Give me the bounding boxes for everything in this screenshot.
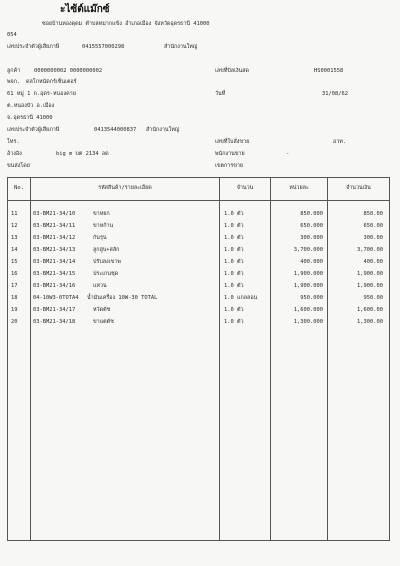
row-code: 03-BM21-34/15	[33, 271, 76, 277]
row-code: 04-10W3-0TOTA4	[33, 295, 79, 301]
company-tax-label: เลขประจำตัวผู้เสียภาษี	[7, 44, 60, 50]
customer-name: ดลโกหนัดกร์เซ็นเตอร์	[26, 79, 77, 85]
col-divider-4	[327, 177, 328, 541]
row-qty: 1.0 ตัว	[224, 319, 244, 325]
bill-no-label: เลขที่บิลเงินสด	[215, 68, 250, 74]
row-amount: 3,700.00	[357, 247, 383, 253]
row-code: 03-BM21-34/16	[33, 283, 76, 289]
row-qty: 1.0 ตัว	[224, 283, 244, 289]
row-code: 03-BM21-34/14	[33, 259, 76, 265]
header-item: รหัสสินค้า/รายละเอียด	[98, 185, 152, 191]
row-desc: ประเกนชุด	[93, 271, 119, 277]
row-no: 20	[11, 319, 18, 325]
col-divider-2	[219, 177, 220, 541]
company-address: ซอยบ้านหองดุดม ตำบลหมากแข้ง อำเภอเมือง จังหวัดอุดรธานี 41000	[42, 21, 210, 27]
company-name: ะไซ้ต์แม๊กซ์	[60, 4, 110, 15]
company-address-cont: 054	[7, 32, 17, 38]
table-top-border	[7, 177, 390, 178]
salesman-label: พนักงานขาย	[215, 151, 245, 157]
row-qty: 1.0 ตัว	[224, 247, 244, 253]
row-price: 400.000	[300, 259, 323, 265]
company-branch: สำนักงานใหญ่	[164, 44, 198, 50]
table-left-border	[7, 177, 8, 541]
row-qty: 1.0 แกลลอน	[224, 295, 258, 301]
row-qty: 1.0 ตัว	[224, 271, 244, 277]
row-price: 1,900.000	[293, 271, 323, 277]
row-desc: ปรับลงเขาพ	[93, 259, 121, 265]
customer-ref-label: อ้างอิง	[7, 151, 22, 157]
order-no-label: เลขที่ใบสั่งขาย	[215, 139, 250, 145]
row-qty: 1.0 ตัว	[224, 259, 244, 265]
row-no: 18	[11, 295, 18, 301]
row-desc: ขาหยก	[93, 211, 110, 217]
row-code: 03-BM21-34/17	[33, 307, 76, 313]
row-amount: 1,300.00	[357, 319, 383, 325]
row-desc: กันรุน	[93, 235, 107, 241]
customer-shipping-label: ขนส่งโดย	[7, 163, 30, 169]
row-amount: 1,900.00	[357, 271, 383, 277]
customer-name-prefix: พจก.	[7, 79, 21, 85]
bill-no: HS0001558	[314, 68, 344, 74]
row-code: 03-BM21-34/10	[33, 211, 76, 217]
row-no: 19	[11, 307, 18, 313]
row-qty: 1.0 ตัว	[224, 211, 244, 217]
row-no: 16	[11, 271, 18, 277]
customer-tax-label: เลขประจำตัวผู้เสียภาษี	[7, 127, 60, 133]
table-header-border	[7, 200, 390, 201]
header-no: No.	[14, 185, 24, 191]
row-amount: 1,900.00	[357, 283, 383, 289]
row-desc: ลูกสูบ+สลัก	[93, 247, 120, 253]
row-amount: 950.00	[363, 295, 383, 301]
customer-code-label: ลูกค้า	[7, 68, 21, 74]
row-price: 950.000	[300, 295, 323, 301]
row-price: 1,900.000	[293, 283, 323, 289]
row-code: 03-BM21-34/12	[33, 235, 76, 241]
header-price: หน่วยละ	[289, 185, 309, 191]
customer-code: 0000000002 0000000002	[34, 68, 103, 74]
customer-address-2: ต.หนองบัว อ.เมือง	[7, 103, 55, 109]
row-no: 12	[11, 223, 18, 229]
row-desc: หวัดตัช	[93, 307, 111, 313]
customer-tax-branch: สำนักงานใหญ่	[146, 127, 180, 133]
row-code: 03-BM21-34/11	[33, 223, 76, 229]
row-desc: ขาแตตัช	[93, 319, 114, 325]
row-price: 1,300.000	[293, 319, 323, 325]
customer-address-1: 61 หมู่ 1 ถ.อุดร-หนองคาย	[7, 91, 76, 97]
col-divider-1	[30, 177, 31, 541]
row-amount: 650.00	[363, 223, 383, 229]
col-divider-3	[270, 177, 271, 541]
header-amount: จำนวนเงิน	[346, 185, 371, 191]
row-amount: 850.00	[363, 211, 383, 217]
salesman: -	[286, 151, 290, 157]
row-amount: 300.00	[363, 235, 383, 241]
customer-address-3: จ.อุดรธานี 41000	[7, 115, 53, 121]
row-desc: แหวน	[93, 283, 107, 289]
row-price: 850.000	[300, 211, 323, 217]
customer-tax-id: 0413544000837	[94, 127, 137, 133]
row-price: 300.000	[300, 235, 323, 241]
doc-date: 31/08/62	[322, 91, 348, 97]
row-code: 03-BM21-34/18	[33, 319, 76, 325]
row-price: 3,700.000	[293, 247, 323, 253]
customer-ref-value: big m บต 2134 อด	[56, 151, 109, 157]
customer-phone-label: โทร.	[7, 139, 20, 145]
row-code: 03-BM21-34/13	[33, 247, 76, 253]
row-desc: ขาหก้าน	[93, 223, 114, 229]
row-amount: 1,600.00	[357, 307, 383, 313]
row-no: 14	[11, 247, 18, 253]
header-qty: จำนวน	[236, 185, 254, 191]
row-price: 650.000	[300, 223, 323, 229]
order-extra-label: อวท.	[333, 139, 347, 145]
date-label: วันที่	[215, 91, 226, 97]
row-qty: 1.0 ตัว	[224, 223, 244, 229]
row-no: 15	[11, 259, 18, 265]
row-no: 17	[11, 283, 18, 289]
row-price: 1,600.000	[293, 307, 323, 313]
table-right-border	[389, 177, 390, 541]
row-no: 13	[11, 235, 18, 241]
row-amount: 400.00	[363, 259, 383, 265]
terms-label: เขตการขาย	[215, 163, 244, 169]
company-tax-id: 0415557000298	[82, 44, 125, 50]
row-qty: 1.0 ตัว	[224, 307, 244, 313]
row-no: 11	[11, 211, 18, 217]
row-qty: 1.0 ตัว	[224, 235, 244, 241]
row-desc: น้ำมันเครื่อง 10W-30 TOTAL	[87, 295, 158, 301]
table-bottom-border	[7, 540, 390, 541]
